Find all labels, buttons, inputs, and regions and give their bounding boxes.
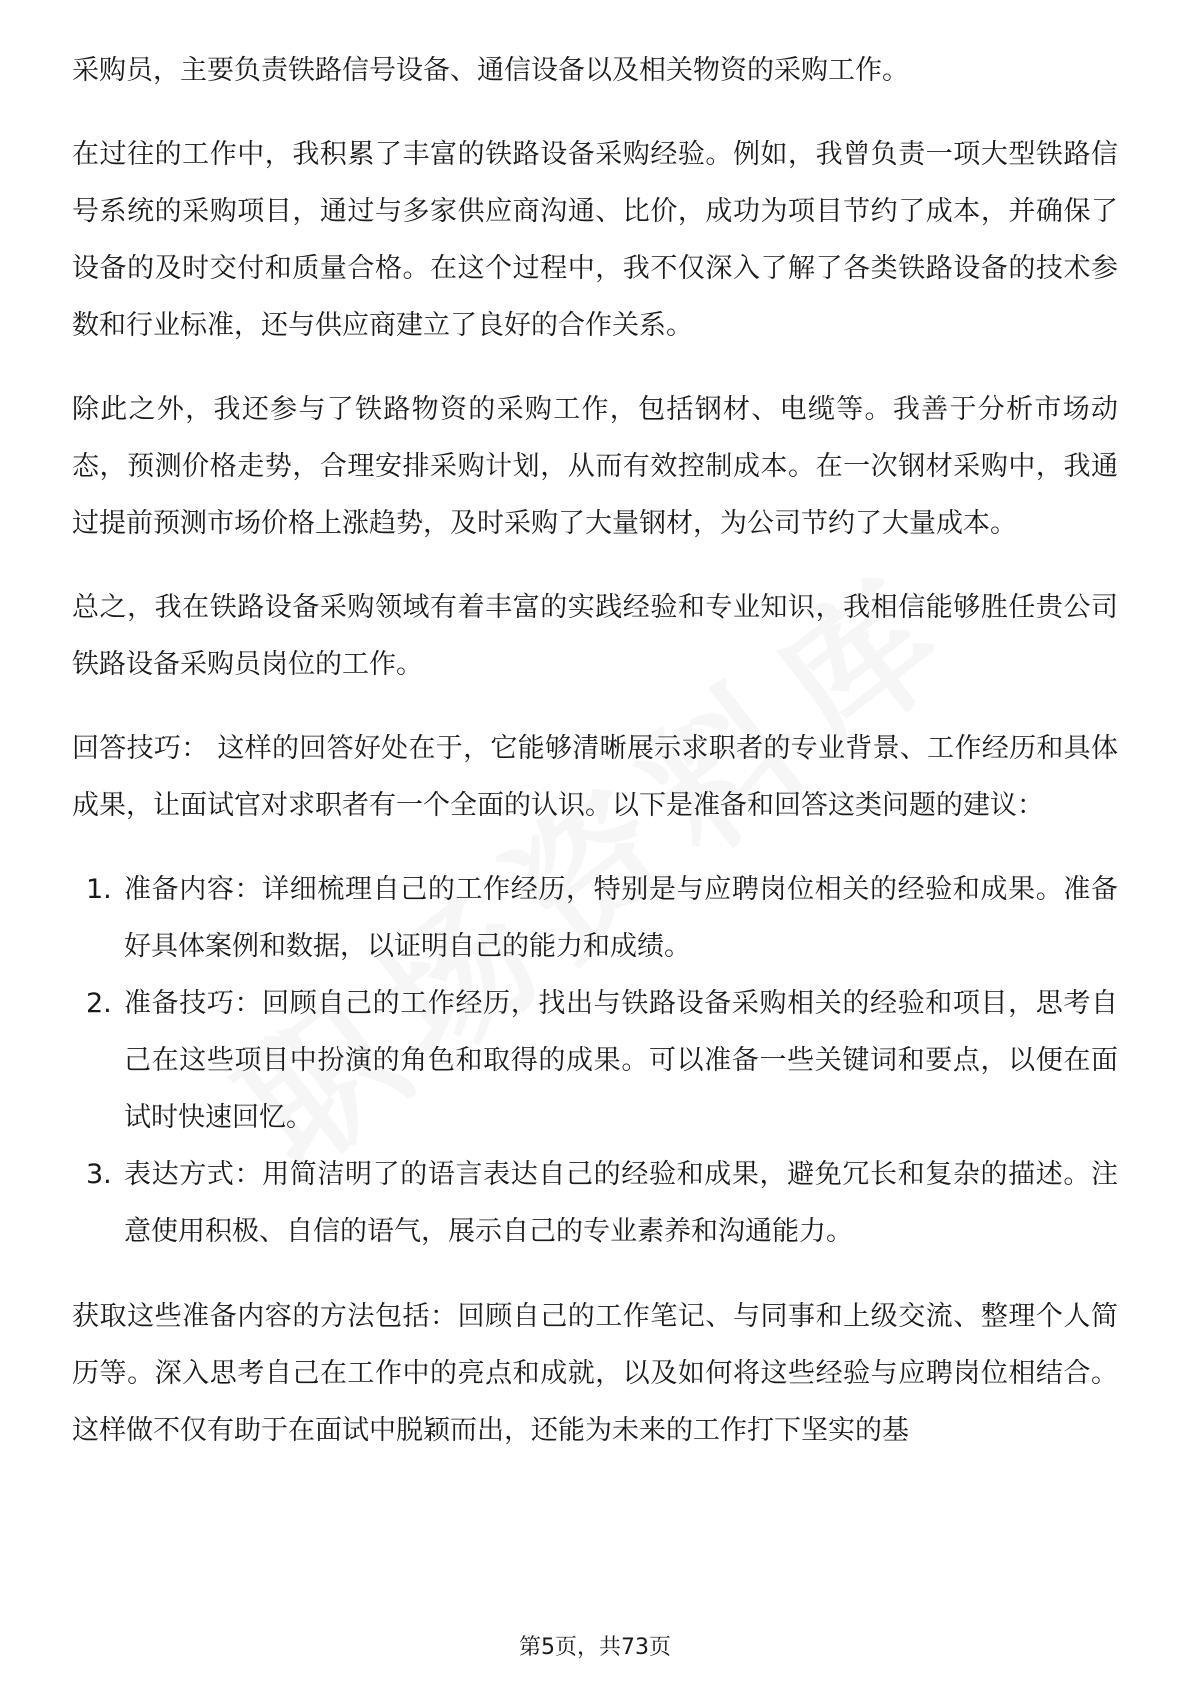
- list-item: [72, 1146, 1118, 1260]
- page-number-footer: 第5页，共73页: [519, 1635, 671, 1660]
- paragraph-experience: 在过往的工作中，我积累了丰富的铁路设备采购经验。例如，我曾负责一项大型铁路信号系统的采购项目，通过与多家供应商沟通、比价，成功为项目节约了成本，并确保了设备的及时交付和质量合格。在这个过程中，我不仅深入了解了各类铁路设备的技术参数和行业标准，还与供应商建立了良好的合作关系。: [72, 139, 1118, 341]
- document-page: [72, 42, 1118, 1486]
- paragraph-summary: 总之，我在铁路设备采购领域有着丰富的实践经验和专业知识，我相信能够胜任贵公司铁路设备采购员岗位的工作。: [72, 592, 1118, 680]
- list-item-text: 表达方式：用简洁明了的语言表达自己的经验和成果，避免冗长和复杂的描述。注意使用积极、自信的语气，展示自己的专业素养和沟通能力。: [124, 1159, 1118, 1247]
- paragraph-preparation-methods: 获取这些准备内容的方法包括：回顾自己的工作笔记、与同事和上级交流、整理个人简历等。深入思考自己在工作中的亮点和成就，以及如何将这些经验与应聘岗位相结合。这样做不仅有助于在面试中脱颖而出，还能为未来的工作打下坚实的基: [72, 1301, 1118, 1446]
- paragraph-intro-tail: 采购员，主要负责铁路信号设备、通信设备以及相关物资的采购工作。: [72, 55, 909, 86]
- list-item-text: 准备技巧：回顾自己的工作经历，找出与铁路设备采购相关的经验和项目，思考自己在这些项目中扮演的角色和取得的成果。可以准备一些关键词和要点，以便在面试时快速回忆。: [124, 988, 1118, 1133]
- list-item-number: 1.: [86, 874, 112, 905]
- tips-list: [72, 861, 1118, 1260]
- list-item-number: 3.: [86, 1159, 112, 1190]
- list-item: [72, 975, 1118, 1146]
- list-item: [72, 861, 1118, 975]
- paragraph-materials: 除此之外，我还参与了铁路物资的采购工作，包括钢材、电缆等。我善于分析市场动态，预测价格走势，合理安排采购计划，从而有效控制成本。在一次钢材采购中，我通过提前预测市场价格上涨趋势，及时采购了大量钢材，为公司节约了大量成本。: [72, 394, 1118, 539]
- list-item-number: 2.: [86, 988, 112, 1019]
- paragraph-answer-tips: 回答技巧： 这样的回答好处在于，它能够清晰展示求职者的专业背景、工作经历和具体成果，让面试官对求职者有一个全面的认识。以下是准备和回答这类问题的建议：: [72, 733, 1118, 821]
- list-item-text: 准备内容：详细梳理自己的工作经历，特别是与应聘岗位相关的经验和成果。准备好具体案例和数据，以证明自己的能力和成绩。: [124, 874, 1118, 962]
